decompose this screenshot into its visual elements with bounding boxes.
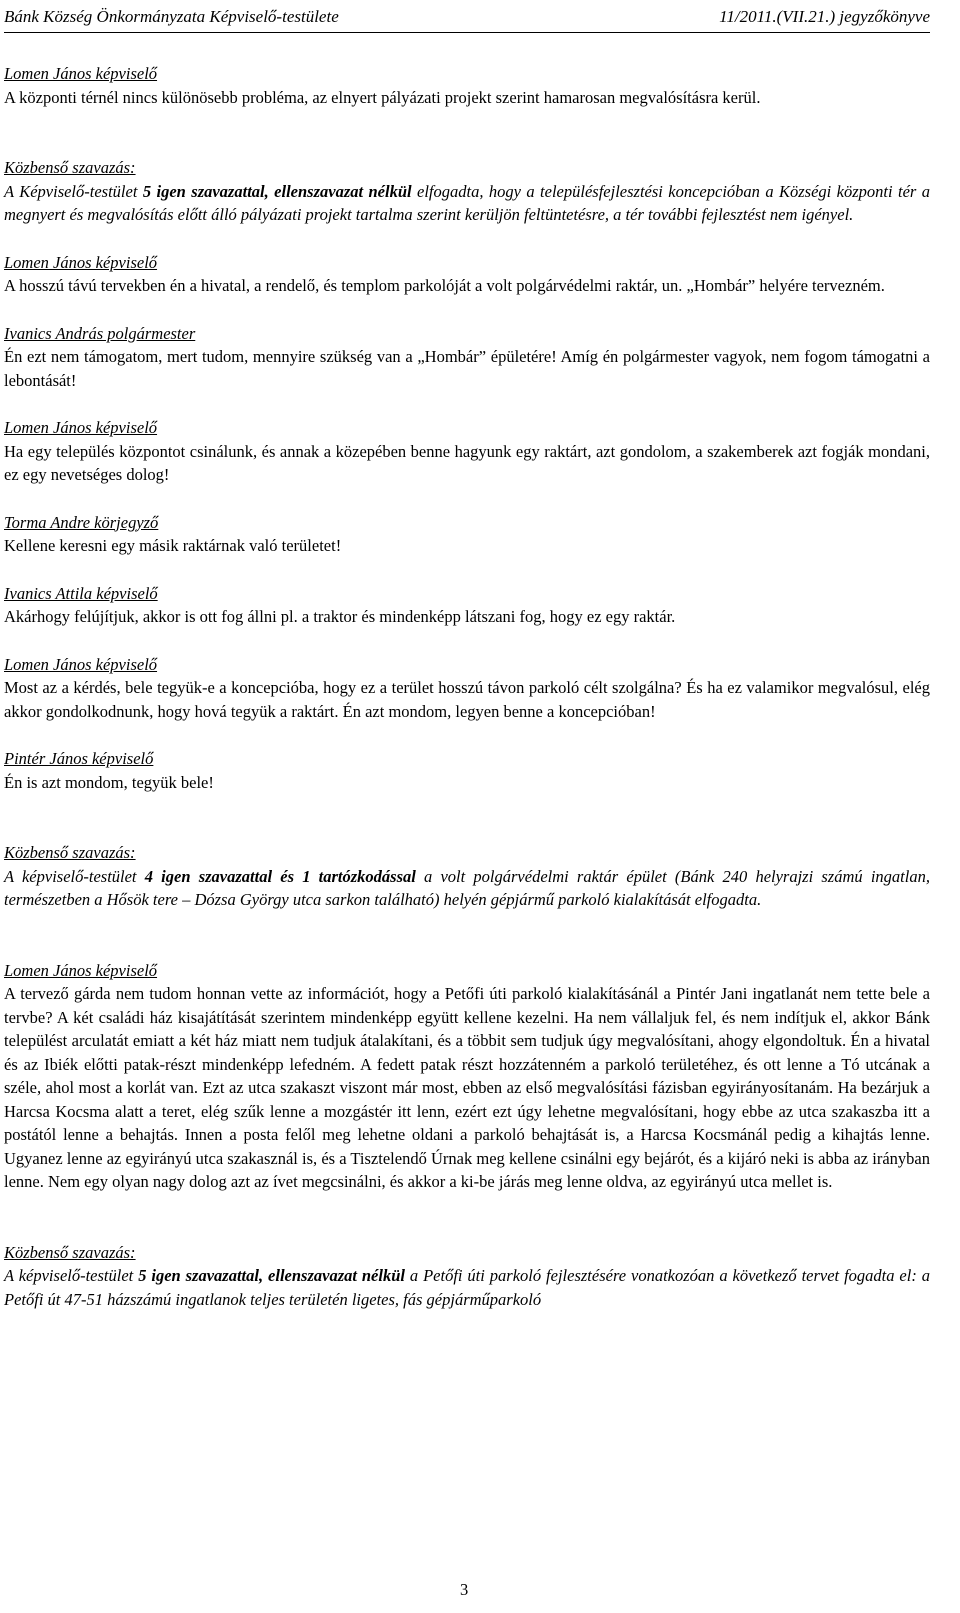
speaker-heading: Lomen János képviselő (4, 654, 158, 674)
page-number: 3 (460, 1580, 469, 1599)
speaker-heading: Lomen János képviselő (4, 960, 158, 980)
header-title: Bánk Község Önkormányzata Képviselő-testülete (4, 7, 339, 26)
vote-text-part: a Petőfi úti parkoló fejlesztésére vonatkozóan a következő tervet fogadta el: a Petőfi út 47-51 házszámú ingatlanok teljes területén ligetes, fás gépjárműparkoló (4, 1266, 930, 1309)
speech-text: A tervező gárda nem tudom honnan vette az információt, hogy a Petőfi úti parkoló kialakításánál a Pintér Jani ingatlanát nem tette bele a tervbe? A két családi ház kisajátítását szerintem mindenképp együtt kellene kezelni. Ha nem vállaljuk fel, és nem indítjuk el, akkor Bánk települést arculatát emiatt a két ház miatt nem tudjuk átalakítani, és a többit sem tudjuk úgy megvalósítani, ahogy elgondoltuk. Én a hivatal és az Ibiék előtti patak-részt mindenképp lefedném. A fedett patak részt hozzátenném a parkoló területéhez, és ott lenne a Tó utcának a széle, ahol most a korlát van. Ezt az utca szakaszt viszont már most, ebben az első megvalósítási fázisban egyirányosítanám. Ha bezárjuk a Harcsa Kocsma alatt a teret, elég szűk lenne a mozgástér itt lenn, ezért ezt úgy lehetne megvalósítani, hogy ebbe az utca szakaszba itt a postától lenne a behajtás. Innen a posta felől meg lehetne oldani a parkoló behajtását is, a Harcsa Kocsmánál pedig a kihajtás lenne. Ugyanez lenne az egyirányú utca szakasznál is, és a Tisztelendő Úrnak meg kellene csinálni egy bejárót, és a kijáró neki is abba az irányban lenne. Nem egy olyan nagy dolog azt az ívet megcsinálni, és akkor a ki-be járás meg lenne oldva, az egyirányú utca mellet is. (4, 984, 930, 1191)
spacer (4, 912, 930, 959)
speech-text: A központi térnél nincs különösebb probléma, az elnyert pályázati projekt szerint hamarosan megvalósításra kerül. (4, 87, 761, 107)
spacer (4, 558, 930, 582)
speech-text: A hosszú távú tervekben én a hivatal, a rendelő, és templom parkolóját a volt polgárvédelmi raktár, un. „Hombár” helyére tervezném. (4, 276, 885, 295)
vote-text-part: a volt polgárvédelmi raktár épület (Bánk 240 helyrajzi számú ingatlan, természetben a Hősök tere – Dózsa György utca sarkon található) helyén gépjármű parkoló kialakítását elfogadta. (4, 866, 930, 909)
vote-text-part: A képviselő-testület (4, 866, 145, 886)
speech-text: Kellene keresni egy másik raktárnak való területet! (4, 536, 342, 555)
vote-heading: Közbenső szavazás: (4, 158, 136, 177)
header-minutes-number: 11/2011.(VII.21.) jegyzőkönyve (719, 7, 930, 26)
vote-count: 4 igen szavazattal és 1 tartózkodással (144, 866, 416, 886)
speech-text: Most az a kérdés, bele tegyük-e a koncepcióba, hogy ez a terület hosszú távon parkoló célt szolgálna? És ha ez valamikor megvalósul, elég akkor gondolkodnunk, hogy hová tegyük a raktárt. Én azt mondom, legyen benne a koncepcióban! (4, 678, 930, 721)
spacer (4, 109, 930, 156)
vote-heading: Közbenső szavazás: (4, 843, 136, 862)
vote-text-part: A Képviselő-testület (4, 181, 143, 201)
speech-text: Én ezt nem támogatom, mert tudom, mennyire szükség van a „Hombár” épületére! Amíg én polgármester vagyok, nem fogom támogatni a lebontását! (4, 347, 930, 390)
spacer (4, 392, 930, 416)
vote-count: 5 igen szavazattal, ellenszavazat nélkül (142, 181, 412, 201)
speech-text: Ha egy település központot csinálunk, és annak a közepében benne hagyunk egy raktárt, azt gondolom, a szakemberek azt fogják mondani, ez egy nevetséges dolog! (4, 441, 930, 484)
page-header (4, 4, 930, 33)
speech-text: Akárhogy felújítjuk, akkor is ott fog állni pl. a traktor és mindenképp látszani fog, hogy ez egy raktár. (4, 607, 676, 626)
speaker-heading: Lomen János képviselő (4, 418, 158, 437)
spacer (4, 723, 930, 747)
speaker-heading: Ivanics Attila képviselő (4, 583, 158, 603)
vote-result-text (4, 180, 930, 227)
vote-result-text (4, 865, 930, 912)
vote-count: 5 igen szavazattal, ellenszavazat nélkül (138, 1266, 405, 1285)
vote-text-part: elfogadta, hogy a településfejlesztési koncepcióban a Községi központi tér a megnyert és megvalósítás előtt álló pályázati projekt tartalma szerint kerüljön feltüntetésre, a tér további fejlesztést nem igényel. (4, 181, 931, 224)
spacer (4, 794, 930, 841)
speaker-heading: Ivanics András polgármester (4, 323, 196, 343)
speaker-heading: Pintér János képviselő (4, 749, 154, 768)
speaker-heading: Torma Andre körjegyző (4, 512, 159, 532)
speaker-heading: Lomen János képviselő (4, 252, 158, 272)
speaker-heading: Lomen János képviselő (4, 64, 158, 83)
speech-text: Én is azt mondom, tegyük bele! (4, 772, 214, 792)
vote-result-text (4, 1264, 930, 1311)
spacer (4, 1194, 930, 1241)
document-body (4, 62, 930, 1311)
vote-heading: Közbenső szavazás: (4, 1242, 136, 1262)
spacer (4, 629, 930, 653)
spacer (4, 298, 930, 322)
spacer (4, 487, 930, 511)
spacer (4, 227, 930, 251)
vote-text-part: A képviselő-testület (4, 1266, 139, 1285)
